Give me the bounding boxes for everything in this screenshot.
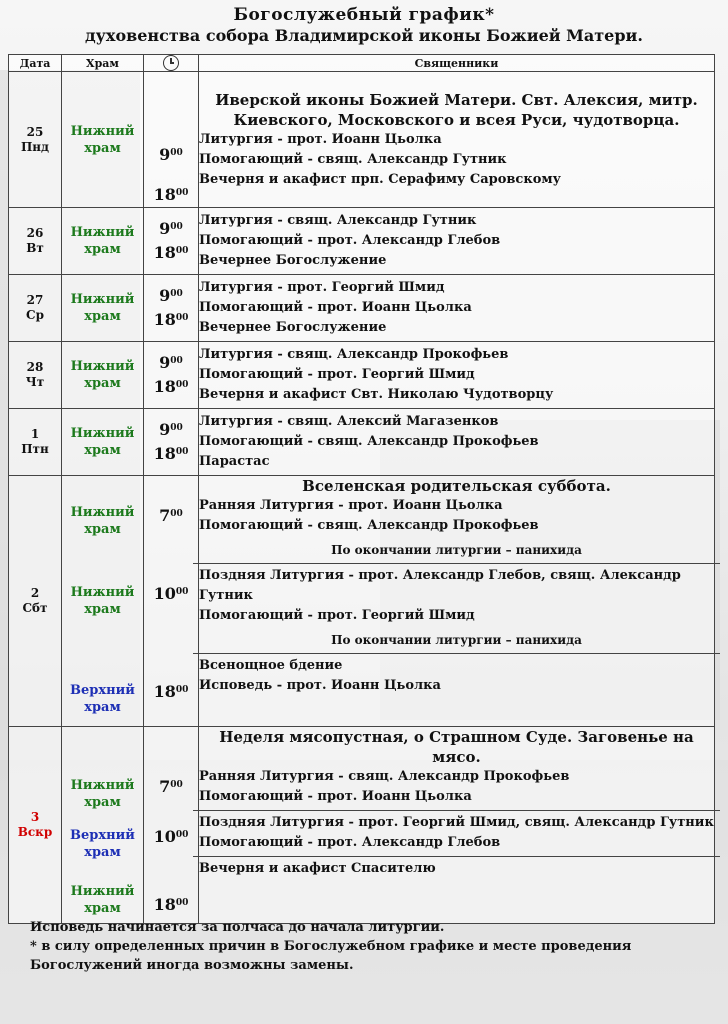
service-line: Помогающий - прот. Александр Глебов (199, 835, 501, 850)
date-cell (9, 72, 62, 208)
temple-lower: Нижний храм (70, 585, 135, 617)
service-line: Ранняя Литургия - свящ. Александр Прокофьев (199, 769, 570, 784)
table-row (9, 208, 715, 275)
date-number: 1 (30, 427, 40, 441)
temple-cell (62, 72, 144, 208)
time-cell (144, 72, 199, 208)
service-line: Вечернее Богослужение (199, 320, 387, 335)
time-cell (144, 727, 199, 924)
service-line: Помогающий - прот. Иоанн Цьолка (199, 789, 472, 804)
service-line: Вечерня и акафист Свт. Николаю Чудотворцу (199, 387, 554, 402)
time-cell (144, 208, 199, 275)
service-line: Помогающий - прот. Георгий Шмид (199, 608, 475, 623)
time-18: $18^{00}$ (153, 377, 189, 396)
temple-cell (62, 476, 144, 727)
table-row (9, 72, 715, 208)
service-line: Помогающий - прот. Александр Глебов (199, 233, 501, 248)
day-of-week: Сбт (22, 601, 48, 615)
service-cell (199, 409, 715, 476)
divider (193, 563, 720, 564)
date-cell (9, 476, 62, 727)
service-line: Помогающий - свящ. Александр Прокофьев (199, 518, 539, 533)
temple-cell (62, 409, 144, 476)
date-number: 26 (26, 226, 44, 240)
service-line: Литургия - свящ. Алексий Магазенков (199, 414, 499, 429)
table-row (9, 342, 715, 409)
time-18: $18^{00}$ (153, 444, 189, 463)
service-cell (199, 208, 715, 275)
temple-cell (62, 275, 144, 342)
day-of-week: Вскр (17, 825, 53, 839)
temple-lower: Нижний храм (70, 884, 135, 916)
service-line: Помогающий - прот. Георгий Шмид (199, 367, 475, 382)
temple-cell (62, 727, 144, 924)
temple-upper: Верхний храм (70, 828, 135, 860)
time-cell (144, 409, 199, 476)
service-line: Парастас (199, 454, 270, 469)
date-cell (9, 342, 62, 409)
col-header-temple: Храм (62, 55, 144, 72)
service-line: Литургия - прот. Георгий Шмид (199, 280, 445, 295)
time-cell (144, 476, 199, 727)
clock-icon (163, 55, 179, 71)
service-cell (199, 72, 715, 208)
day-of-week: Чт (25, 375, 45, 389)
schedule-header (0, 4, 728, 46)
date-cell (9, 727, 62, 924)
temple-cell (62, 208, 144, 275)
footer-notes (30, 918, 700, 975)
time-7: $7^{00}$ (159, 777, 183, 796)
service-line: Литургия - свящ. Александр Гутник (199, 213, 477, 228)
col-header-date: Дата (9, 55, 62, 72)
service-line: Помогающий - свящ. Александр Прокофьев (199, 434, 539, 449)
time-cell (144, 275, 199, 342)
time-18: $18^{00}$ (153, 895, 189, 914)
time-9: $9^{00}$ (159, 219, 183, 238)
service-line: Вечернее Богослужение (199, 253, 387, 268)
service-line: Вечерня и акафист прп. Серафиму Саровскому (199, 171, 562, 187)
service-cell (199, 476, 715, 727)
service-cell (199, 275, 715, 342)
table-row-saturday (9, 476, 715, 727)
temple-lower: Нижний храм (70, 123, 135, 156)
service-cell (199, 727, 715, 924)
temple-upper: Верхний храм (70, 683, 135, 715)
time-18: $18^{00}$ (153, 243, 189, 262)
service-line: Поздняя Литургия - прот. Георгий Шмид, свящ. Александр Гутник (199, 815, 714, 830)
date-number: 28 (26, 360, 44, 374)
feast-title: Вселенская родительская суббота. (302, 477, 611, 495)
date-number: 3 (30, 810, 40, 824)
day-of-week: Птн (21, 442, 49, 456)
col-header-priests: Священники (199, 55, 715, 72)
day-of-week: Вт (26, 241, 44, 255)
schedule-subtitle: духовенства собора Владимирской иконы Божией Матери. (85, 26, 643, 45)
divider (193, 856, 720, 857)
feast-title: Иверской иконы Божией Матери. Свт. Алексия, митр. Киевского, Московского и всея Руси, чудотворца. (215, 90, 698, 129)
service-line: Помогающий - прот. Иоанн Цьолка (199, 300, 472, 315)
service-line: Литургия - прот. Иоанн Цьолка (199, 131, 442, 147)
service-line: Литургия - свящ. Александр Прокофьев (199, 347, 509, 362)
footer-disclaimer: * в силу определенных причин в Богослужебном графике и месте проведения Богослужений иногда возможны замены. (30, 939, 632, 973)
time-18: $18^{00}$ (153, 682, 189, 701)
table-row (9, 409, 715, 476)
service-note: По окончании литургии – панихида (331, 633, 582, 647)
temple-cell (62, 342, 144, 409)
date-number: 25 (26, 124, 44, 139)
service-line: Всенощное бдение (199, 658, 343, 673)
time-9: $9^{00}$ (159, 420, 183, 439)
service-line: Ранняя Литургия - прот. Иоанн Цьолка (199, 498, 503, 513)
service-line: Помогающий - свящ. Александр Гутник (199, 151, 507, 167)
table-header-row (9, 55, 715, 72)
time-9: $9^{00}$ (159, 145, 183, 164)
day-of-week: Ср (26, 308, 44, 322)
date-cell (9, 275, 62, 342)
service-cell (199, 342, 715, 409)
time-7: $7^{00}$ (159, 506, 183, 525)
table-row (9, 275, 715, 342)
service-note: По окончании литургии – панихида (331, 543, 582, 557)
time-9: $9^{00}$ (159, 286, 183, 305)
temple-lower: Нижний храм (70, 505, 135, 537)
time-9: $9^{00}$ (159, 353, 183, 372)
temple-lower: Нижний храм (70, 292, 135, 324)
time-10: $10^{00}$ (153, 584, 189, 603)
service-line: Исповедь - прот. Иоанн Цьолка (199, 678, 441, 693)
date-number: 2 (30, 586, 40, 600)
footer-confession-note: Исповедь начинается за полчаса до начала литургии. (30, 920, 445, 935)
temple-lower: Нижний храм (70, 778, 135, 810)
feast-title: Неделя мясопустная, о Страшном Суде. Заговенье на мясо. (219, 728, 694, 766)
temple-lower: Нижний храм (70, 359, 135, 391)
schedule-title: Богослужебный график* (233, 5, 495, 25)
service-line: Вечерня и акафист Спасителю (199, 861, 436, 876)
service-line: Поздняя Литургия - прот. Александр Глебов, свящ. Александр Гутник (199, 568, 681, 603)
schedule-table (8, 54, 715, 924)
temple-lower: Нижний храм (70, 426, 135, 458)
divider (193, 653, 720, 654)
temple-lower: Нижний храм (70, 225, 135, 257)
day-of-week: Пнд (20, 139, 50, 154)
time-cell (144, 342, 199, 409)
date-cell (9, 208, 62, 275)
divider (193, 810, 720, 811)
table-row-sunday (9, 727, 715, 924)
time-10: $10^{00}$ (153, 827, 189, 846)
date-cell (9, 409, 62, 476)
time-18: $18^{00}$ (153, 185, 189, 204)
date-number: 27 (26, 293, 44, 307)
col-header-time (144, 55, 199, 72)
time-18: $18^{00}$ (153, 310, 189, 329)
